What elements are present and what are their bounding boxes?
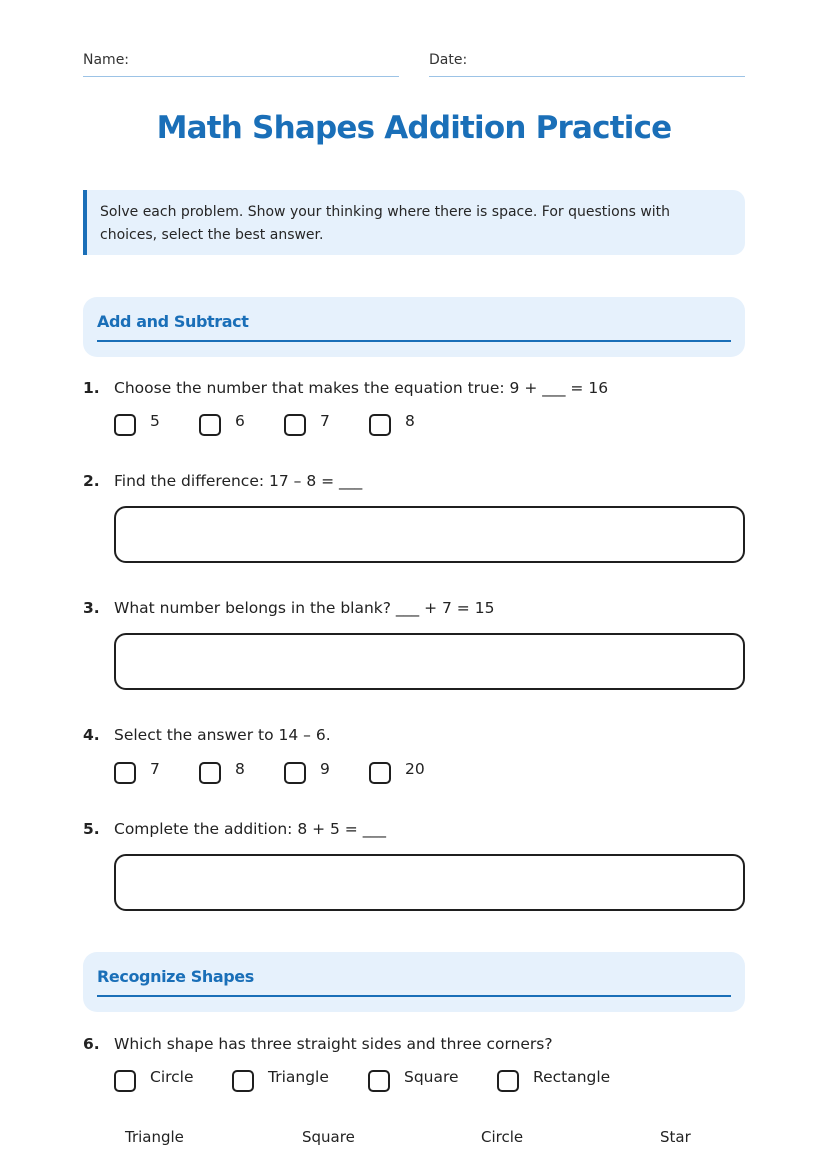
checkbox[interactable] (284, 414, 306, 436)
instructions-box (83, 190, 745, 255)
question-number: 1. (83, 379, 100, 397)
question-text: Which shape has three straight sides and three corners? (114, 1035, 553, 1053)
choice-label: Circle (150, 1068, 194, 1086)
question-text: Complete the addition: 8 + 5 = ___ (114, 820, 386, 838)
answer-box[interactable] (114, 854, 745, 911)
shape-label-triangle: Triangle (125, 1128, 184, 1146)
checkbox[interactable] (497, 1070, 519, 1092)
section-divider (97, 340, 731, 342)
checkbox[interactable] (114, 762, 136, 784)
checkbox[interactable] (114, 1070, 136, 1092)
answer-box[interactable] (114, 506, 745, 563)
checkbox[interactable] (199, 762, 221, 784)
page-title: Math Shapes Addition Practice (156, 110, 672, 146)
question-number: 2. (83, 472, 100, 490)
shape-label-star: Star (660, 1128, 691, 1146)
choice-label: 9 (320, 760, 330, 778)
checkbox[interactable] (114, 414, 136, 436)
choice-label: 7 (150, 760, 160, 778)
checkbox[interactable] (232, 1070, 254, 1092)
choice-label: Square (404, 1068, 459, 1086)
choice-label: Triangle (268, 1068, 329, 1086)
section-title: Recognize Shapes (97, 967, 254, 986)
date-label: Date: (429, 52, 468, 68)
section-divider (97, 995, 731, 997)
question-text: Find the difference: 17 – 8 = ___ (114, 472, 363, 490)
choice-label: 8 (405, 412, 415, 430)
question-number: 3. (83, 599, 100, 617)
section-title: Add and Subtract (97, 312, 249, 331)
checkbox[interactable] (368, 1070, 390, 1092)
name-field[interactable] (83, 76, 399, 77)
checkbox[interactable] (369, 414, 391, 436)
choice-label: 6 (235, 412, 245, 430)
checkbox[interactable] (284, 762, 306, 784)
shape-label-square: Square (302, 1128, 355, 1146)
question-number: 4. (83, 726, 100, 744)
name-label: Name: (83, 52, 130, 68)
date-field[interactable] (429, 76, 745, 77)
choice-label: Rectangle (533, 1068, 611, 1086)
choice-label: 20 (405, 760, 425, 778)
choice-label: 7 (320, 412, 330, 430)
question-text: Select the answer to 14 – 6. (114, 726, 331, 744)
instructions-text: Solve each problem. Show your thinking where there is space. For questions with choices, select the best answer. (100, 204, 671, 243)
question-text: Choose the number that makes the equation true: 9 + ___ = 16 (114, 379, 609, 397)
checkbox[interactable] (199, 414, 221, 436)
choice-label: 8 (235, 760, 245, 778)
section-recognize-shapes (83, 952, 745, 1012)
question-number: 6. (83, 1035, 100, 1053)
shape-label-circle: Circle (481, 1128, 524, 1146)
section-add-subtract (83, 297, 745, 357)
question-text: What number belongs in the blank? ___ + 7 = 15 (114, 599, 495, 617)
answer-box[interactable] (114, 633, 745, 690)
question-number: 5. (83, 820, 100, 838)
checkbox[interactable] (369, 762, 391, 784)
choice-label: 5 (150, 412, 160, 430)
